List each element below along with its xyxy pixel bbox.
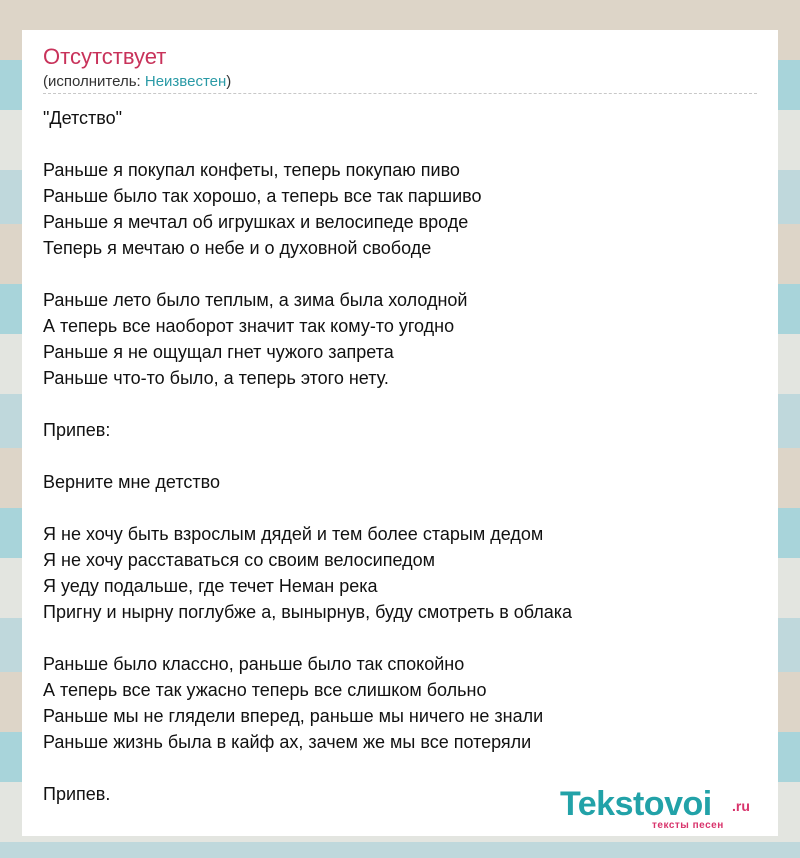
lyrics-line: Я уеду подальше, где течет Неман река xyxy=(43,576,378,596)
logo-tld: .ru xyxy=(732,798,750,814)
title-divider xyxy=(43,93,757,94)
lyrics-line: Раньше лето было теплым, а зима была холодной xyxy=(43,290,468,310)
lyrics-line: Раньше я покупал конфеты, теперь покупаю пиво xyxy=(43,160,460,180)
lyrics-line: Раньше я не ощущал гнет чужого запрета xyxy=(43,342,394,362)
lyrics-line: Раньше было классно, раньше было так спокойно xyxy=(43,654,465,674)
lyrics-text xyxy=(43,105,763,807)
lyrics-line: Я не хочу быть взрослым дядей и тем более старым дедом xyxy=(43,524,544,544)
performer-link[interactable]: Неизвестен xyxy=(144,73,227,90)
lyrics-line: А теперь все наоборот значит так кому-то угодно xyxy=(43,316,455,336)
logo-subtitle: тексты песен xyxy=(652,820,724,831)
lyrics-blank-line xyxy=(43,131,763,157)
lyrics-line: Раньше что-то было, а теперь этого нету. xyxy=(43,368,389,388)
lyrics-line: Пригну и нырну поглубже а, вынырнув, буду смотреть в облака xyxy=(43,602,573,622)
song-title: Отсутствует xyxy=(43,44,167,69)
lyrics-blank-line xyxy=(43,391,763,417)
lyrics-line: Припев. xyxy=(43,784,111,804)
lyrics-line: Раньше было так хорошо, а теперь все так паршиво xyxy=(43,186,482,206)
site-logo[interactable] xyxy=(560,786,770,834)
lyrics-line: Теперь я мечтаю о небе и о духовной свободе xyxy=(43,238,432,258)
lyrics-blank-line xyxy=(43,495,763,521)
logo-wordmark: Tekstovoi xyxy=(560,785,712,823)
lyrics-line: А теперь все так ужасно теперь все слишком больно xyxy=(43,680,487,700)
lyrics-blank-line xyxy=(43,443,763,469)
lyrics-line: Раньше жизнь была в кайф ах, зачем же мы все потеряли xyxy=(43,732,532,752)
lyrics-blank-line xyxy=(43,625,763,651)
lyrics-blank-line xyxy=(43,261,763,287)
lyrics-line: Раньше я мечтал об игрушках и велосипеде вроде xyxy=(43,212,469,232)
lyrics-line: Раньше мы не глядели вперед, раньше мы ничего не знали xyxy=(43,706,544,726)
performer-line xyxy=(43,72,231,92)
lyrics-line: Я не хочу расставаться со своим велосипедом xyxy=(43,550,435,570)
performer-suffix: ) xyxy=(226,73,232,90)
lyrics-line: Припев: xyxy=(43,420,111,440)
lyrics-line: "Детство" xyxy=(43,108,123,128)
lyrics-line: Верните мне детство xyxy=(43,472,220,492)
lyrics-card xyxy=(22,30,778,836)
performer-prefix: (исполнитель: xyxy=(43,73,145,90)
lyrics-blank-line xyxy=(43,755,763,781)
